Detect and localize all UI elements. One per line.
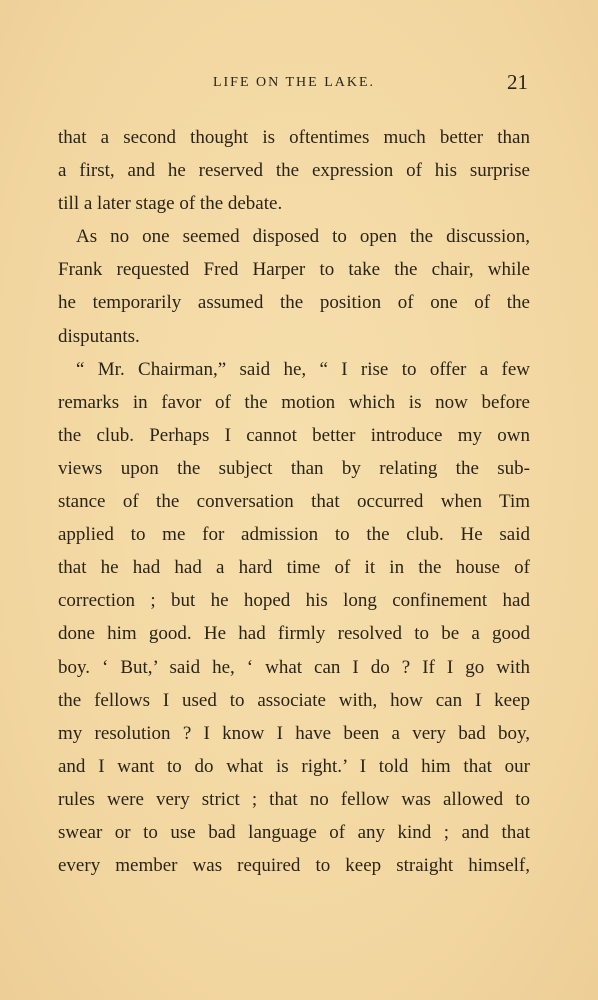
text-line: rules were very strict ; that no fellow was allowed to bbox=[58, 788, 530, 810]
text-line: and I want to do what is right.’ I told him that our bbox=[58, 755, 530, 777]
text-line: views upon the subject than by relating the sub- bbox=[58, 457, 530, 479]
text-line: he temporarily assumed the position of one of the bbox=[58, 292, 530, 314]
text-line: a first, and he reserved the expression of his surprise bbox=[58, 160, 530, 182]
text-line: that a second thought is oftentimes much better than bbox=[58, 127, 530, 148]
text-line: done him good. He had firmly resolved to be a good bbox=[58, 623, 530, 645]
text-line: As no one seemed disposed to open the discussion, bbox=[76, 226, 530, 248]
body-text bbox=[58, 121, 530, 882]
text-line: till a later stage of the debate. bbox=[58, 193, 283, 215]
text-line: swear or to use bad language of any kind ; and that bbox=[58, 821, 530, 843]
page-header bbox=[58, 70, 530, 97]
page-number: 21 bbox=[507, 70, 528, 94]
text-line: that he had had a hard time of it in the house of bbox=[58, 557, 530, 579]
running-title: LIFE ON THE LAKE. bbox=[212, 75, 376, 90]
text-line: the fellows I used to associate with, how can I keep bbox=[58, 689, 530, 711]
text-line: remarks in favor of the motion which is now before bbox=[58, 391, 530, 413]
text-line: the club. Perhaps I cannot better introduce my own bbox=[58, 424, 530, 446]
text-line: “ Mr. Chairman,” said he, “ I rise to offer a few bbox=[76, 358, 530, 380]
text-line: every member was required to keep straight himself, bbox=[58, 855, 530, 877]
text-line: applied to me for admission to the club. He said bbox=[58, 524, 530, 546]
text-line: disputants. bbox=[58, 325, 140, 347]
text-line: stance of the conversation that occurred when Tim bbox=[58, 491, 530, 513]
text-line: boy. ‘ But,’ said he, ‘ what can I do ? If I go with bbox=[58, 656, 530, 678]
text-line: Frank requested Fred Harper to take the chair, while bbox=[58, 259, 530, 281]
text-line: correction ; but he hoped his long confinement had bbox=[58, 590, 530, 612]
text-line: my resolution ? I know I have been a very bad boy, bbox=[58, 722, 530, 744]
